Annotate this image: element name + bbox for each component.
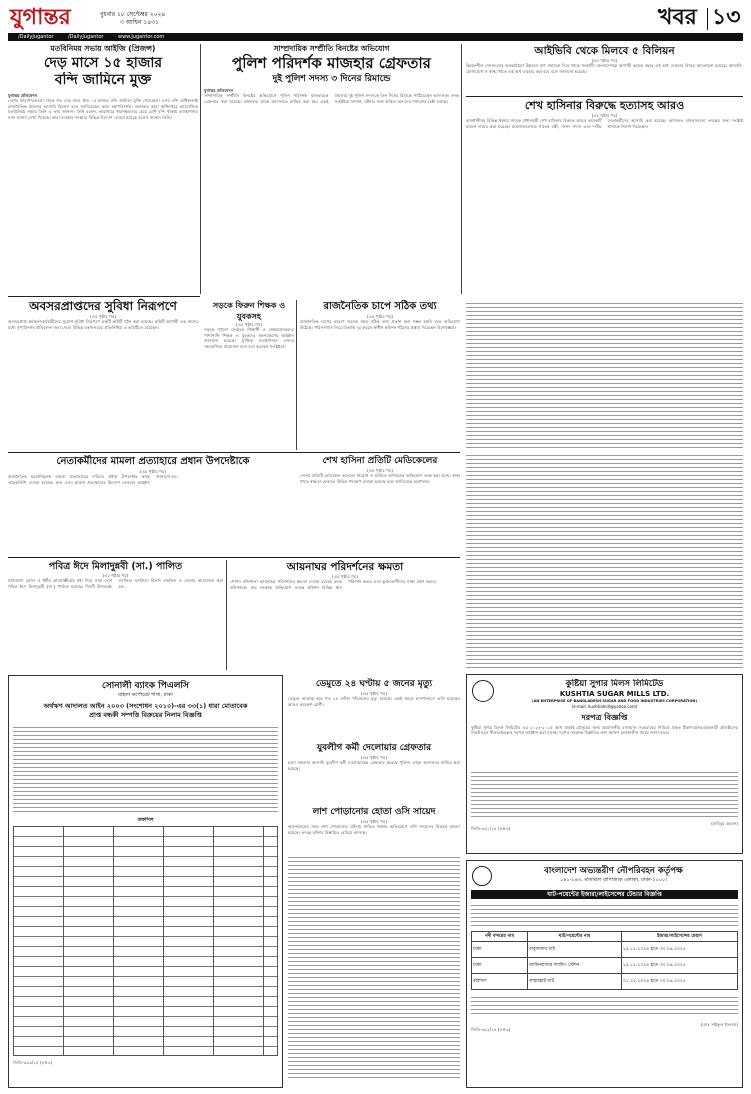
website-link[interactable]: www.jugantor.com bbox=[118, 34, 165, 40]
article-headline: যুবলীগ কর্মী দেলোয়ার গ্রেফতার bbox=[316, 743, 432, 753]
table-row bbox=[472, 958, 738, 974]
table-cell: আমিনবাজার ল্যান্ডিং স্টেশন bbox=[528, 958, 622, 974]
bank-branch: মহিলা কর্পোরেট শাখা, ঢাকা bbox=[118, 692, 173, 698]
text-block bbox=[471, 902, 738, 928]
article-body: আন্দোলনের সময় লাশ পোড়ানোর ঘটনায় জড়িত থাকার অভিযোগে ওসি সায়েদের বিরুদ্ধে মামলা হয়েছে। তদন্তে ঘটনার বিস্তারিত বেরিয়ে আসছে। bbox=[288, 824, 460, 835]
ad-sonali-bank bbox=[8, 675, 283, 1088]
article-body: উন্নয়নশীল দেশগুলোর অবকাঠামো উন্নয়নে ঋণ সহায়তা দিয়ে থাকে সংস্থাটি। বাংলাদেশকে আগামী কয়েক বছরে এই অর্থ দেওয়ার বিষয়ে আলোচনা হয়েছে। জ্বালানি, যোগাযোগ ও স্বাস্থ্য খাতে এই অর্থ ব্যবহার করা হবে বলে জানানো হয়েছে। bbox=[466, 63, 743, 74]
newspaper-logo: যুগান্তর bbox=[10, 4, 71, 30]
table-cell: ০১.১২.২০২৪ হতে ৩০.০৬.২০২৫ bbox=[621, 974, 737, 990]
article-headline: আয়নাঘর পরিদর্শনের ক্ষমতা bbox=[286, 561, 404, 573]
issue-date-bangla: ৩ আশ্বিন ১৪৩১ bbox=[120, 19, 160, 26]
continued-note: (এর পৃষ্ঠার পর) bbox=[591, 113, 618, 118]
table-header: ঘাট/পয়েন্টের নাম bbox=[528, 932, 622, 942]
signer: (হাবিবুর রহমান) bbox=[711, 821, 738, 826]
article-political-pressure bbox=[300, 300, 460, 450]
article-body: অবসরপ্রাপ্ত কর্মকর্তা-কর্মচারীদের সুযোগ-সুবিধা নিরূপণে একটি কমিটি গঠন করা হয়েছে। কমিটি আগামী এক মাসের মধ্যে সুপারিশসহ প্রতিবেদন জমা দেবে। বিভিন্ন মন্ত্রণালয়ের প্রতিনিধিরা এ কমিটিতে রয়েছেন। bbox=[8, 319, 198, 330]
column-rule bbox=[226, 560, 227, 670]
column-rule bbox=[296, 300, 297, 450]
article-jubo-league-arrest bbox=[288, 742, 460, 802]
signer: (মোঃ সাইফুল ইসলাম) bbox=[700, 1022, 738, 1027]
article-headline: রাজনৈতিক চাপে সঠিক তথ্য bbox=[323, 301, 437, 312]
company-name-bn: কুষ্টিয়া সুগার মিলস লিমিটেড bbox=[565, 679, 664, 689]
article-police-arrest bbox=[204, 44, 459, 294]
article-headline: নেতাকর্মীদের মামলা প্রত্যাহারে প্রধান উপদেষ্টাকে bbox=[56, 456, 250, 467]
article-body: দেশের কারাগারগুলো থেকে গত দেড় মাসে প্রায় ১৫ হাজার বন্দি জামিনে মুক্তি পেয়েছেন। এসব বন্দি অধিকাংশই রাজনৈতিক মামলার আসামি ছিলেন বলে জানিয়েছেন কারা মহাপরিদর্শক। মঙ্গলবার কারা অধিদপ্তরে আয়োজিত মতবিনিময় সভায় তিনি এ তথ্য জানান। তিনি বলেন, কারাগারে ধারণক্ষমতার চেয়ে বেশি বন্দি থাকায় ব্যবস্থাপনায় নানা সমস্যা দেখা দিয়েছে। কারা ব্যবস্থার সংস্কারে বিভিন্ন উদ্যোগ নেওয়া হয়েছে বলেও জানান তিনি। bbox=[8, 98, 198, 120]
article-headline: পুলিশ পরিদর্শক মাজহার গ্রেফতার bbox=[232, 54, 431, 72]
ad-footer: জিডি-৩৯১/২৪ (৫×৩) bbox=[471, 826, 511, 832]
table-cell: ঢাকা bbox=[472, 958, 528, 974]
masthead bbox=[8, 5, 743, 35]
bank-name: সোনালী ব্যাংক পিএলসি bbox=[102, 681, 189, 691]
schedule-table bbox=[13, 826, 278, 1056]
article-body: রাজনৈতিক হয়রানিমূলক মামলা প্রত্যাহারের দাবিতে প্রধান উপদেষ্টার কাছে স্মারকলিপি দেওয়া হয়েছে। দ্রুত এসব মামলা প্রত্যাহারের উদ্যোগ নেওয়ার আহ্বান জানানো হয়। bbox=[8, 474, 178, 485]
company-email[interactable]: (e-mail: kushtiamill@yahoo.com) bbox=[571, 704, 638, 709]
text-block bbox=[466, 300, 743, 450]
article-kicker: সাম্প্রদায়িক সম্প্রীতি বিনষ্টের অভিযোগ bbox=[273, 44, 390, 53]
logo-icon bbox=[472, 680, 494, 702]
continued-note: (এর পৃষ্ঠার পর) bbox=[591, 58, 618, 63]
article-bail-release bbox=[8, 44, 198, 294]
article-kicker: মতবিনিময় সভায় আইজি (প্রিজন্স) bbox=[50, 44, 156, 53]
notice-title: ঘাট-পয়েন্টের ইজারা/লাইসেন্সের টেন্ডার বিজ্ঞপ্তি bbox=[471, 890, 738, 899]
continued-note: (এর পৃষ্ঠার পর) bbox=[367, 468, 393, 473]
table-cell: ১৫.১১.২০২৪ হতে ৩০.০৬.২০২৫ bbox=[621, 942, 737, 958]
article-aynaghar bbox=[230, 560, 460, 670]
article-hasina-cases-continued-2 bbox=[466, 452, 743, 670]
article-body: ডেঙ্গু আক্রান্ত হয়ে গত ২৪ ঘণ্টায় পাঁচজনের মৃত্যু হয়েছে। একই সময়ে হাসপাতালে ভর্তি হয়েছেন আরও কয়েকশ রোগী। bbox=[288, 696, 460, 707]
continued-note: (এর পৃষ্ঠার পর) bbox=[140, 469, 166, 474]
article-body: গোপন বন্দিশালা আয়নাঘর পরিদর্শনের ক্ষমতা দেওয়া হয়েছে তদন্ত কমিশনকে। গুম সংক্রান্ত অভিযোগ তদন্তে কমিশন বিভিন্ন স্থান পরিদর্শন করবে এবং ভুক্তভোগীদের সাক্ষ্য গ্রহণ করবে। bbox=[230, 579, 437, 590]
article-headline: সড়কে ফিরুন শিক্ষক ও যুবকসহ bbox=[212, 301, 286, 321]
article-headline-line2: বন্দি জামিনে মুক্ত bbox=[54, 72, 152, 88]
continued-note: (এর পৃষ্ঠার পর) bbox=[90, 314, 116, 319]
authority-address: ১৪১-১৪৩, মতিঝিল বাণিজ্যিক এলাকা, ঢাকা-১০০০। bbox=[560, 877, 667, 883]
table-header: নদী বন্দরের নাম bbox=[472, 932, 528, 942]
article-teachers-youth bbox=[204, 300, 294, 450]
article-medical-colleges bbox=[300, 455, 460, 555]
article-headline: শেখ হাসিনার বিরুদ্ধে হত্যাসহ আরও bbox=[524, 99, 685, 112]
article-subhead: দুই পুলিশ সদস্য ৩ দিনের রিমান্ডে bbox=[272, 74, 391, 84]
section-rule bbox=[8, 296, 200, 297]
ad-biwta bbox=[466, 860, 743, 1088]
article-body: যথাযোগ্য মর্যাদা ও ধর্মীয় ভাবগাম্ভীর্যের মধ্য দিয়ে সারা দেশে পবিত্র ঈদে মিলাদুন্নবী (সা.) পালিত হয়েছে। দিনটি উপলক্ষ্যে মসজিদে মসজিদে মিলাদ মাহফিল ও দোয়ার আয়োজন করা হয়। bbox=[8, 578, 223, 589]
ad-footer: জিডি-৩৯৩/২৪ (৫×৩) bbox=[13, 1060, 53, 1065]
ad-kushtia-sugar-mills bbox=[466, 674, 743, 854]
social-bar bbox=[8, 33, 743, 41]
table-row bbox=[472, 974, 738, 990]
section-rule bbox=[8, 557, 460, 558]
table-header: ইজারা/লাইসেন্সের মেয়াদ bbox=[621, 932, 737, 942]
masthead-divider bbox=[707, 8, 708, 30]
article-retiree-benefits bbox=[8, 298, 198, 448]
byline: যুগান্তর প্রতিবেদন bbox=[8, 93, 38, 98]
text-block bbox=[13, 724, 278, 814]
twitter-link[interactable]: /DailyJugantor bbox=[68, 34, 104, 40]
notice-title: দরপত্র বিজ্ঞপ্তি bbox=[581, 713, 628, 722]
notice-body: কুষ্টিয়া সুগার মিলস লিমিটেড এর ২০২৪-২০২৫ আখ মাড়াই মৌসুমের জন্য প্রয়োজনীয় মালামাল সরবরাহের নিমিত্তে প্রকৃত ঠিকাদার/সরবরাহকারী প্রতিষ্ঠানের নিকট হতে সীলমোহরকৃত দরপত্র আহ্বান করা যাচ্ছে। দরপত্র সংক্রান্ত বিস্তারিত তথ্য অফিস চলাকালীন সময়ে জানা যাবে। bbox=[471, 725, 738, 736]
article-headline: ডেমুতে ২৪ ঘণ্টায় ৫ জনের মৃত্যু bbox=[315, 679, 433, 689]
text-block bbox=[471, 769, 738, 817]
logo-icon bbox=[472, 866, 492, 886]
table-cell: লাহারহাট ঘাট bbox=[528, 974, 622, 990]
article-body: রাজনৈতিক চাপের কারণে অনেক সময় সঠিক তথ্য প্রকাশ করা সম্ভব হয়নি বলে অভিযোগ উঠেছে। পরিসংখ্যান নিয়ে বিভ্রান্তি দূর করতে স্বাধীন কমিশন গঠনের প্রস্তাব দিয়েছেন বিশেষজ্ঞরা। bbox=[300, 319, 460, 330]
article-headline: লাশ পোড়ানোর হোতা ওসি সায়েদ bbox=[312, 807, 436, 817]
article-milad-un-nabi bbox=[8, 560, 223, 670]
ad-footer: জিডি-৩৯২/২৪ (৫×৩) bbox=[471, 1027, 511, 1033]
continued-note: (এর পৃষ্ঠার পর) bbox=[361, 691, 387, 696]
table-cell: ঢাকা bbox=[472, 942, 528, 958]
article-headline: শেখ হাসিনা প্রতিটি মেডিকেলের bbox=[322, 456, 438, 466]
article-body: সড়কে শৃঙ্খলা ফেরাতে শিক্ষার্থী ও স্বেচ্ছাসেবকদের পাশাপাশি শিক্ষক ও যুবকদের অংশগ্রহণের আহ্বান জানানো হয়েছে। ট্রাফিক ব্যবস্থাপনায় তাদের সহযোগিতা প্রয়োজন বলে মনে করছেন সংশ্লিষ্টরা। bbox=[204, 327, 294, 349]
section-rule bbox=[8, 452, 460, 453]
article-body: রাজধানীসহ বিভিন্ন থানায় সাবেক প্রধানমন্ত্রী শেখ হাসিনার বিরুদ্ধে আরও কয়েকটি মামলা দায়ের করা হয়েছে। মামলাগুলোতে সাবেক মন্ত্রী, সংসদ সদস্য এবং দলীয় নেতাকর্মীদের আসামি করা হয়েছে। আদালত মামলাগুলো তদন্তের জন্য সংশ্লিষ্ট থানাকে নির্দেশ দিয়েছেন। bbox=[466, 118, 743, 129]
article-body: হত্যা মামলার আসামি যুবলীগ কর্মী দেলোয়ারকে গ্রেফতার করেছে পুলিশ। তাকে আদালতে হাজির করা হয়েছে। bbox=[288, 760, 460, 771]
text-block bbox=[471, 994, 738, 1016]
authority-name: বাংলাদেশ অভ্যন্তরীণ নৌপরিবহন কর্তৃপক্ষ bbox=[544, 866, 683, 876]
section-rule bbox=[466, 96, 743, 97]
ad-subtitle: প্রাপ্ত বন্ধকী সম্পত্তি বিক্রয়ের নিলাম বিজ্ঞপ্তি bbox=[89, 711, 202, 719]
table-cell: ১৫.১১.২০২৪ হতে ৩০.০৬.২০২৫ bbox=[621, 958, 737, 974]
table-cell: বরিশাল bbox=[472, 974, 528, 990]
article-case-withdrawal bbox=[8, 455, 298, 555]
company-name-en: KUSHTIA SUGAR MILLS LTD. bbox=[559, 690, 670, 698]
continued-note: (এর পৃষ্ঠার পর) bbox=[367, 314, 393, 319]
table-row bbox=[472, 942, 738, 958]
article-body: সাম্প্রদায়িক সম্প্রীতি বিনষ্টের অভিযোগে পুলিশ পরিদর্শক মাজহারকে গ্রেফতার করা হয়েছে। মঙ্গলবার তাকে আদালতে হাজির করা হয়। একই মামলায় দুই পুলিশ সদস্যকে তিন দিনের রিমান্ডে পাঠিয়েছেন আদালত। তদন্ত সংশ্লিষ্টরা জানান, ঘটনার সঙ্গে জড়িত অন্যদের শনাক্তের চেষ্টা চলছে। bbox=[204, 93, 459, 104]
continued-note: (এর পৃষ্ঠার পর) bbox=[332, 574, 358, 579]
ad-title: অর্থঋণ আদালত আইন ২০০৩ (সংশোধন ২০১০)-এর ৩৩(১) ধারা মোতাবেক bbox=[43, 702, 248, 710]
company-subtitle: (AN ENTERPRISE OF BANGLADESH SUGAR AND FOOD INDUSTRIES CORPORATION) bbox=[531, 699, 698, 703]
article-body: দেশের প্রতিটি মেডিকেল কলেজে নিয়োগ ও ভর্তিতে অনিয়মের অভিযোগ তদন্ত করা হচ্ছে। স্বাস্থ্য খাতে স্বচ্ছতা ফেরাতে বিভিন্ন পদক্ষেপ নেওয়া হয়েছে বলে জানিয়েছে মন্ত্রণালয়। bbox=[300, 473, 460, 484]
column-rule bbox=[200, 44, 201, 294]
byline: যুগান্তর প্রতিবেদন bbox=[204, 88, 234, 93]
article-hasina-cases bbox=[466, 98, 743, 294]
facebook-link[interactable]: /DailyJugantor bbox=[18, 34, 54, 40]
section-title: খবর bbox=[658, 5, 697, 30]
text-block bbox=[466, 452, 743, 670]
text-block bbox=[288, 854, 460, 1079]
table-title: তফসিল bbox=[137, 817, 154, 823]
continued-note: (এর পৃষ্ঠার পর) bbox=[236, 322, 262, 327]
continued-note: (এর পৃষ্ঠার পর) bbox=[361, 755, 387, 760]
table-cell: বাবুবাজার ঘাট bbox=[528, 942, 622, 958]
continued-note: (এর পৃষ্ঠার পর) bbox=[102, 573, 129, 578]
continued-note: (এর পৃষ্ঠার পর) bbox=[361, 819, 387, 824]
article-ivb-loan bbox=[466, 44, 743, 94]
article-headline: দেড় মাসে ১৫ হাজার bbox=[43, 55, 163, 71]
article-hasina-cases-continued bbox=[466, 300, 743, 450]
issue-date: বুধবার ১৮ সেপ্টেম্বর ২০২৪ bbox=[100, 11, 166, 18]
article-dengue bbox=[288, 678, 460, 738]
page-number: ১৩ bbox=[712, 5, 741, 30]
article-headline: অবসরপ্রাপ্তদের সুবিধা নিরূপণে bbox=[29, 299, 177, 313]
article-oc-sayed bbox=[288, 806, 460, 1088]
lease-table bbox=[471, 931, 738, 990]
article-headline: পবিত্র ঈদে মিলাদুন্নবী (সা.) পালিত bbox=[48, 561, 183, 572]
article-headline: আইভিবি থেকে মিলবে ৫ বিলিয়ন bbox=[534, 45, 675, 57]
column-rule bbox=[461, 44, 462, 294]
